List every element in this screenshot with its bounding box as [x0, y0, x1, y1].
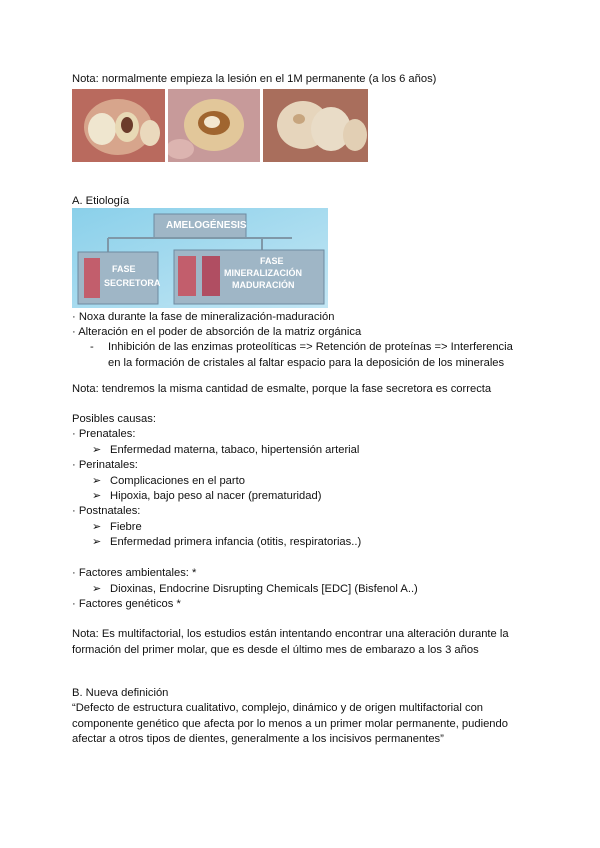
molar-photo-2 [168, 89, 260, 162]
note-first-molar: Nota: normalmente empieza la lesión en el 1M permanente (a los 6 años) [72, 73, 437, 85]
perinatales-item: Hipoxia, bajo peso al nacer (prematuridad) [110, 490, 322, 502]
prenatales-item: Enfermedad materna, tabaco, hipertensión arterial [110, 444, 360, 456]
sub-dash: - [90, 341, 94, 353]
arrow-icon: ➢ [92, 583, 102, 595]
note-esmalte: Nota: tendremos la misma cantidad de esmalte, porque la fase secretora es correcta [72, 383, 492, 395]
diagram-right-label-2: MINERALIZACIÓN [224, 268, 302, 278]
diagram-top-label: AMELOGÉNESIS [166, 220, 247, 231]
causes-prenatales: · Prenatales: [72, 428, 136, 440]
diagram-right-label-1: FASE [260, 256, 284, 266]
ambientales-item: Dioxinas, Endocrine Disrupting Chemicals [EDC] (Bisfenol A..) [110, 583, 418, 595]
bullet-noxa: · Noxa durante la fase de mineralización-maduración [72, 311, 335, 323]
arrow-icon: ➢ [92, 490, 102, 502]
arrow-icon: ➢ [92, 536, 102, 548]
postnatales-item: Fiebre [110, 521, 142, 533]
definition-quote: “Defecto de estructura cualitativo, complejo, dinámico y de origen multifactorial con componente genético que afecta por lo menos a un primer molar permanente, pudiendo afectar a otros tipos de dientes, generalmente a los incisivos permanentes” [72, 702, 508, 745]
sub-bullet-inhibicion: Inhibición de las enzimas proteolíticas => Retención de proteínas => Interferencia en la formación de cristales al faltar espacio para la deposición de los minerales [108, 341, 513, 369]
molar-photo-3 [263, 89, 368, 162]
section-b-title: B. Nueva definición [72, 687, 169, 699]
section-a-title: A. Etiología [72, 195, 130, 207]
note-multifactorial: Nota: Es multifactorial, los estudios están intentando encontrar una alteración durante la formación del primer molar, que es desde el último mes de embarazo a los 3 años [72, 628, 509, 656]
diagram-left-label-1: FASE [112, 264, 136, 274]
causes-perinatales: · Perinatales: [72, 459, 138, 471]
amelogenesis-diagram [72, 208, 328, 308]
diagram-left-label-2: SECRETORA [104, 278, 161, 288]
bullet-alteracion: · Alteración en el poder de absorción de la matriz orgánica [72, 326, 362, 338]
causes-ambientales: · Factores ambientales: * [72, 567, 197, 579]
molar-photo-1 [72, 89, 165, 162]
perinatales-item: Complicaciones en el parto [110, 475, 245, 487]
causes-postnatales: · Postnatales: [72, 505, 141, 517]
molar-photos [72, 89, 368, 162]
arrow-icon: ➢ [92, 521, 102, 533]
arrow-icon: ➢ [92, 444, 102, 456]
diagram-right-label-3: MADURACIÓN [232, 280, 295, 290]
causes-title: Posibles causas: [72, 413, 156, 425]
arrow-icon: ➢ [92, 475, 102, 487]
postnatales-item: Enfermedad primera infancia (otitis, respiratorias..) [110, 536, 362, 548]
causes-geneticos: · Factores genéticos * [72, 598, 181, 610]
